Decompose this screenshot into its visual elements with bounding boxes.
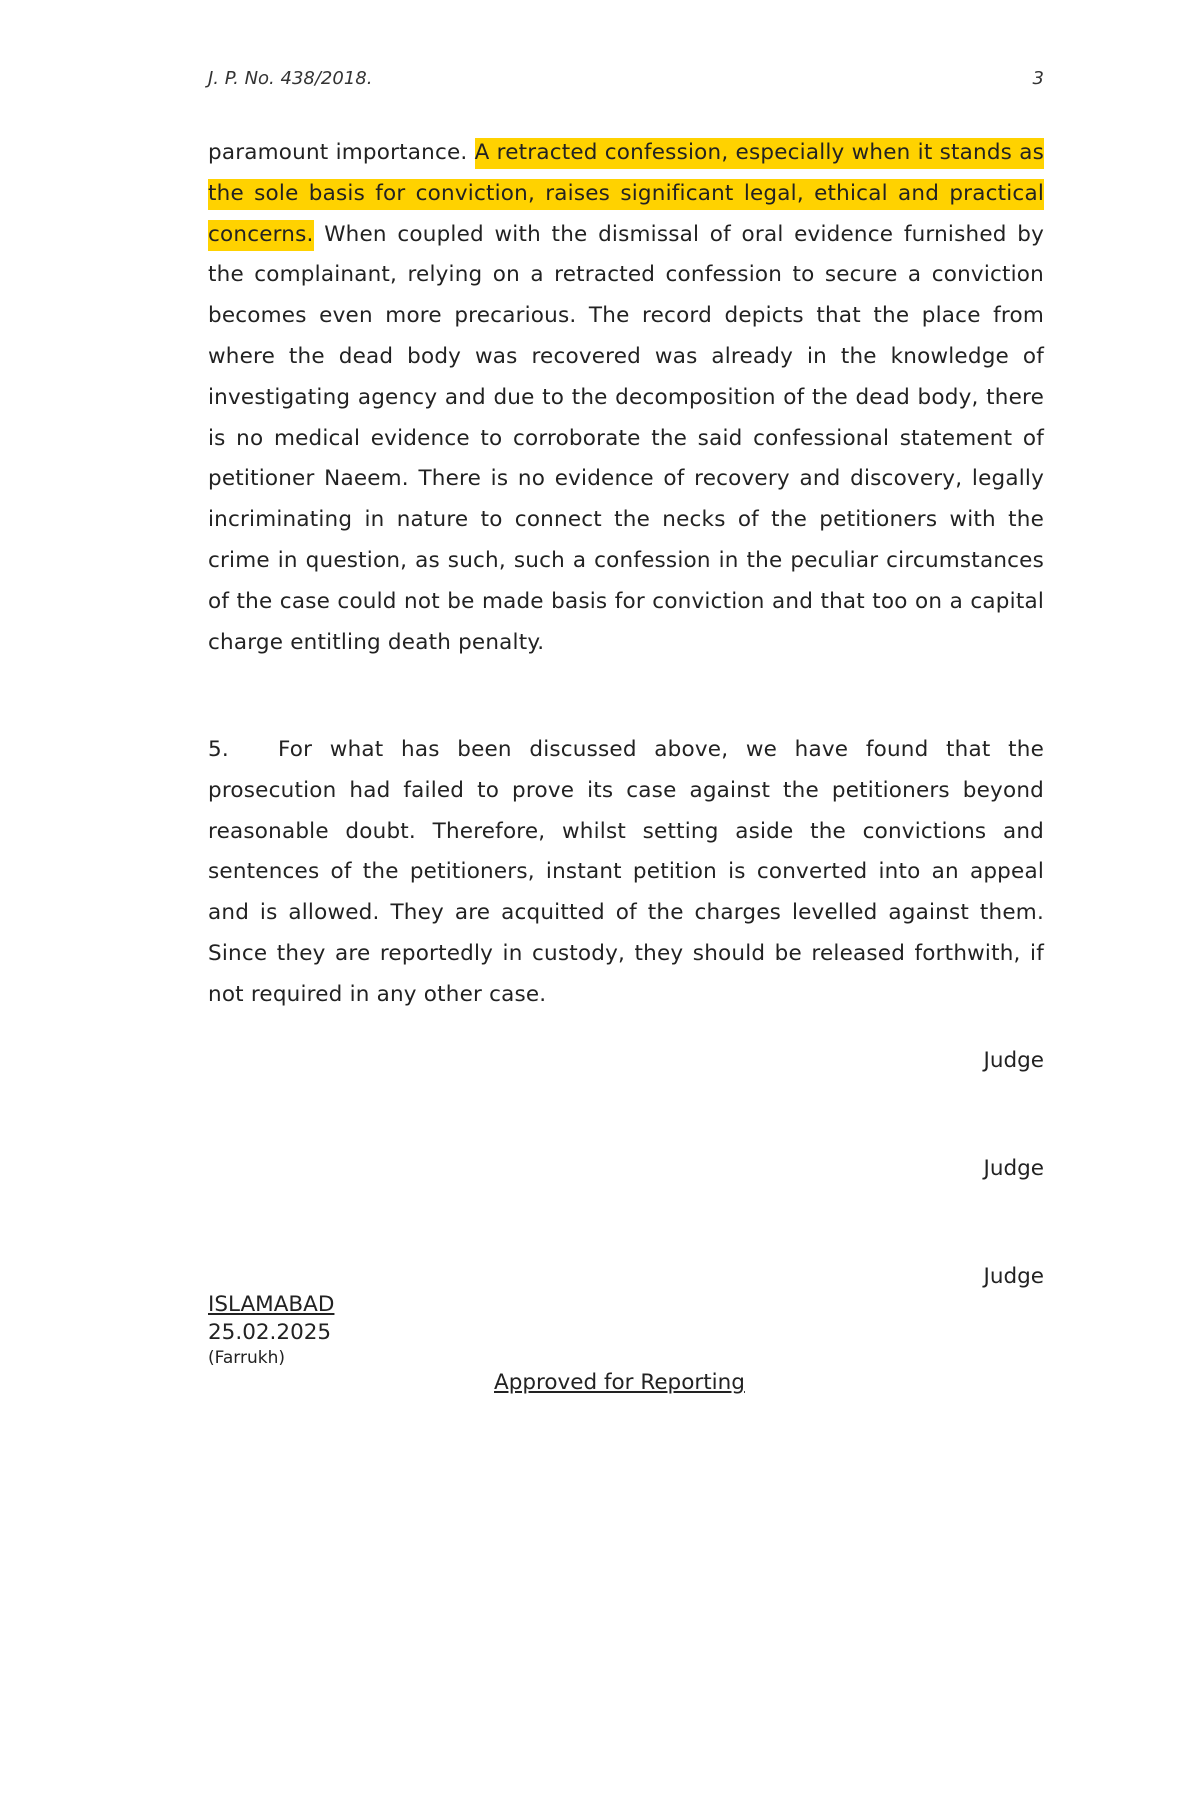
highlighted-text: A retracted confession, especially when it stands as the sole basis for conviction, raises significant legal, ethical and practical concerns. <box>208 138 1044 251</box>
paragraph-lead-text: paramount importance. <box>208 140 475 165</box>
paragraph-5 <box>208 730 1044 1016</box>
judge-signature-1: Judge <box>983 1048 1044 1073</box>
paragraph-number: 5. <box>208 737 229 762</box>
judge-signature-3: Judge <box>983 1264 1044 1289</box>
place-of-judgment: ISLAMABAD <box>208 1292 335 1317</box>
judge-signature-2: Judge <box>983 1156 1044 1181</box>
page-number: 3 <box>1032 68 1044 89</box>
case-number: J. P. No. 438/2018. <box>208 68 373 89</box>
paragraph-rest-text: When coupled with the dismissal of oral evidence furnished by the complainant, relying on a retracted confession to secure a conviction becomes even more precarious. The record depicts that the place from where the dead body was recovered was already in the knowledge of investigating agency and due to the decomposition of the dead body, there is no medical evidence to corroborate the said confessional statement of petitioner Naeem. There is no evidence of recovery and discovery, legally incriminating in nature to connect the necks of the petitioners with the crime in question, as such, such a confession in the peculiar circumstances of the case could not be made basis for conviction and that too on a capital charge entitling death penalty. <box>208 221 1044 655</box>
paragraph-continuation <box>208 133 1044 663</box>
page-header <box>208 68 1044 92</box>
approved-for-reporting: Approved for Reporting <box>494 1370 745 1395</box>
clerk-initials: (Farrukh) <box>208 1348 285 1368</box>
judgment-date: 25.02.2025 <box>208 1320 332 1345</box>
paragraph-5-text: For what has been discussed above, we have found that the prosecution had failed to prove its case against the petitioners beyond reasonable doubt. Therefore, whilst setting aside the convictions and sentences of the petitioners, instant petition is converted into an appeal and is allowed. They are acquitted of the charges levelled against them. Since they are reportedly in custody, they should be released forthwith, if not required in any other case. <box>208 737 1044 1007</box>
